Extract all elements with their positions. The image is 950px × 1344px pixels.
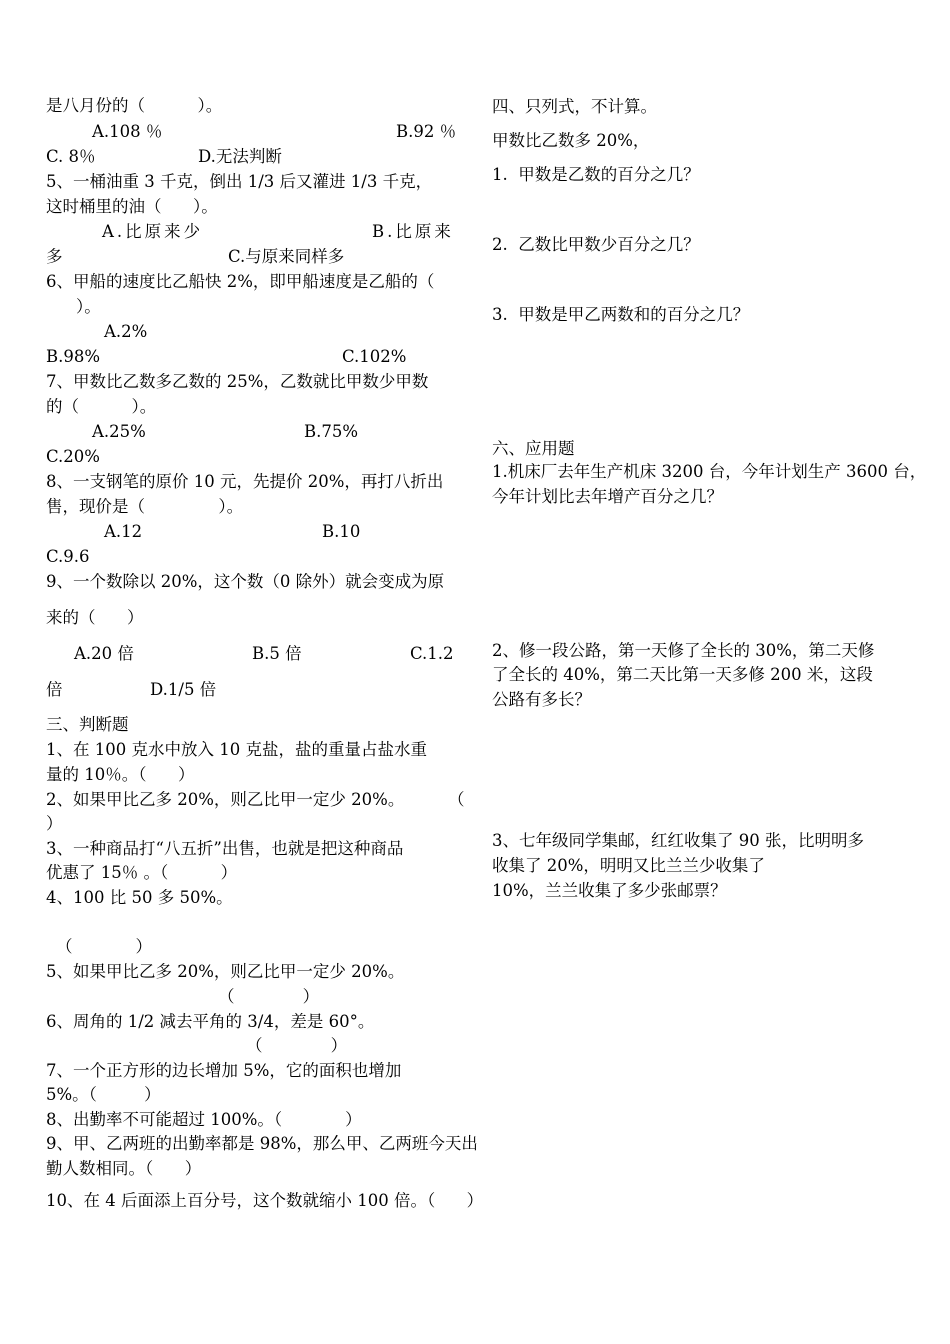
text-line: 优惠了 15％ 。（ ）	[46, 863, 238, 882]
option-c: C.1.2	[410, 644, 454, 663]
text-line: 今年计划比去年增产百分之几？	[492, 487, 723, 506]
option-a: A.20 倍	[74, 644, 134, 663]
judge-8: 8、出勤率不可能超过 100%。（ ）	[46, 1110, 362, 1129]
question-9: 9、一个数除以 20%，这个数（0 除外）就会变成为原	[46, 572, 445, 591]
option-c: C. 8％	[46, 147, 96, 166]
sub-question-2: 2. 乙数比甲数少百分之几？	[492, 235, 700, 254]
option-a: A.比原来少	[102, 222, 204, 241]
question-5: 5、一桶油重 3 千克，倒出 1/3 后又灌进 1/3 千克，	[46, 172, 433, 191]
judge-9: 9、甲、乙两班的出勤率都是 98%，那么甲、乙两班今天出	[46, 1134, 478, 1153]
option-a: A.25%	[92, 422, 146, 441]
answer-blank: （ ）	[246, 1036, 348, 1055]
option-d: D.1/5 倍	[150, 680, 217, 699]
problem-3: 3、七年级同学集邮，红红收集了 90 张，比明明多	[492, 831, 864, 850]
judge-4: 4、100 比 50 多 50%。	[46, 888, 233, 907]
text-line: 量的 10％。（ ）	[46, 765, 195, 784]
judge-6: 6、周角的 1/2 减去平角的 3/4，差是 60°。	[46, 1012, 375, 1031]
judge-2: 2、如果甲比乙多 20%，则乙比甲一定少 20%。	[46, 790, 405, 809]
text-line: 这时桶里的油（ ）。	[46, 197, 218, 216]
option-b: B.75%	[304, 422, 359, 441]
judge-10: 10、在 4 后面添上百分号，这个数就缩小 100 倍。（ ）	[46, 1191, 484, 1210]
text-line: 售，现价是（ ）。	[46, 497, 244, 516]
option-a: A.2%	[104, 322, 148, 341]
answer-blank: （ ）	[56, 937, 152, 956]
option-a: A.108 ％	[92, 122, 163, 141]
text-line: 甲数比乙数多 20%，	[492, 131, 650, 150]
text-line: 了全长的 40%，第二天比第一天多修 200 米，这段	[492, 665, 873, 684]
problem-2: 2、修一段公路，第一天修了全长的 30%，第二天修	[492, 641, 875, 660]
option-c: C.20%	[46, 447, 100, 466]
option-c: C.102%	[342, 347, 407, 366]
answer-blank: （	[448, 790, 465, 809]
question-7: 7、甲数比乙数多乙数的 25%，乙数就比甲数少甲数	[46, 372, 429, 391]
text-line: 公路有多长？	[492, 690, 591, 709]
text-line: 多	[46, 247, 63, 266]
text-line: 倍	[46, 680, 63, 699]
option-b: B.92 ％	[396, 122, 457, 141]
answer-blank: ）	[46, 814, 63, 833]
option-c: C.与原来同样多	[228, 247, 345, 266]
question-6: 6、甲船的速度比乙船快 2%，即甲船速度是乙船的（	[46, 272, 435, 291]
option-c: C.9.6	[46, 547, 90, 566]
text-line: 收集了 20%，明明又比兰兰少收集了	[492, 856, 765, 875]
text-line: 来的（ ）	[46, 608, 144, 627]
question-8: 8、一支钢笔的原价 10 元，先提价 20%，再打八折出	[46, 472, 444, 491]
problem-1: 1.机床厂去年生产机床 3200 台，今年计划生产 3600 台，	[492, 462, 927, 481]
sub-question-1: 1. 甲数是乙数的百分之几？	[492, 165, 700, 184]
text-line: 的（ ）。	[46, 397, 157, 416]
text-line: ）。	[76, 297, 101, 316]
judge-3: 3、一种商品打“八五折”出售，也就是把这种商品	[46, 839, 404, 858]
answer-blank: （ ）	[218, 987, 320, 1006]
option-b: B.98%	[46, 347, 101, 366]
text-line: 是八月份的（ ）。	[46, 96, 223, 115]
option-b: B.比原来	[372, 222, 454, 241]
text-line: 10%，兰兰收集了多少张邮票？	[492, 881, 727, 900]
option-d: D.无法判断	[198, 147, 282, 166]
option-b: B.5 倍	[252, 644, 302, 663]
section-heading: 四、只列式，不计算。	[492, 97, 657, 116]
judge-7: 7、一个正方形的边长增加 5%，它的面积也增加	[46, 1061, 402, 1080]
option-b: B.10	[322, 522, 361, 541]
text-line: 5%。（ ）	[46, 1085, 161, 1104]
section-heading: 三、判断题	[46, 715, 129, 734]
sub-question-3: 3. 甲数是甲乙两数和的百分之几？	[492, 305, 750, 324]
judge-5: 5、如果甲比乙多 20%，则乙比甲一定少 20%。	[46, 962, 405, 981]
judge-1: 1、在 100 克水中放入 10 克盐，盐的重量占盐水重	[46, 740, 427, 759]
option-a: A.12	[104, 522, 143, 541]
section-heading: 六、应用题	[492, 439, 575, 458]
text-line: 勤人数相同。（ ）	[46, 1159, 202, 1178]
